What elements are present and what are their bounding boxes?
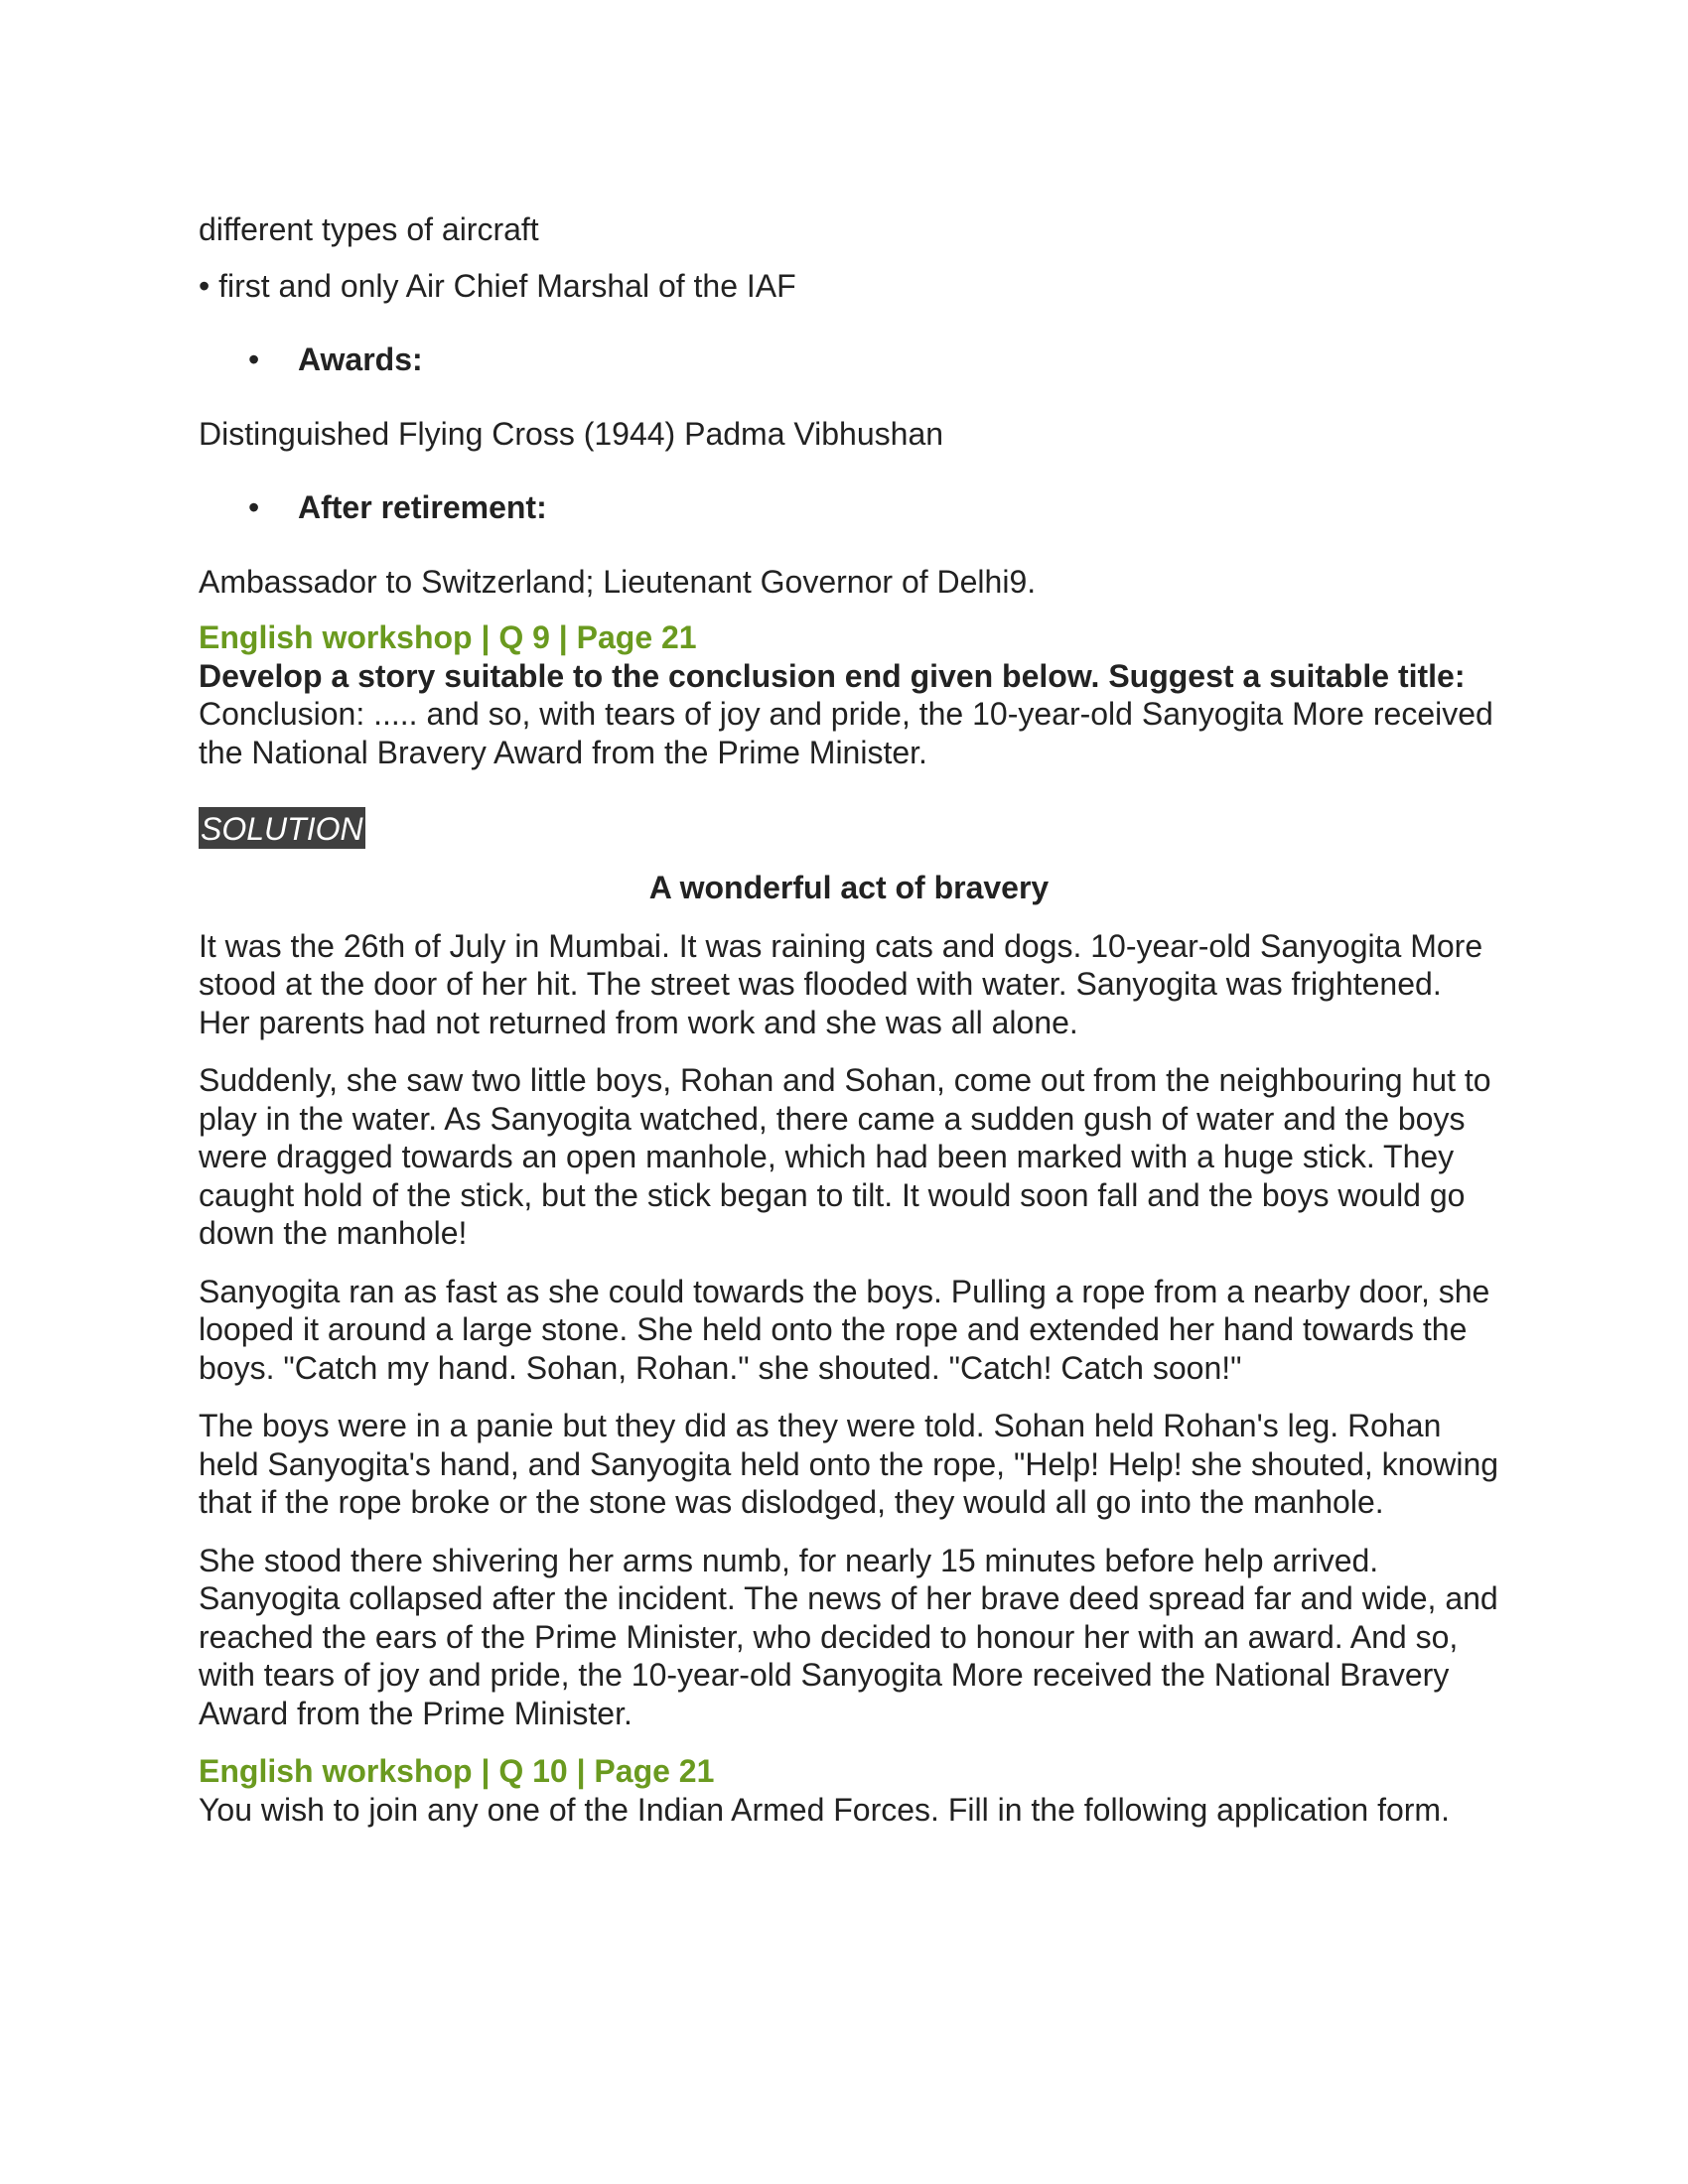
bullet-icon: •: [248, 489, 260, 525]
bullet-icon: •: [248, 341, 260, 377]
after-retirement-heading: After retirement:: [298, 489, 547, 525]
awards-heading: Awards:: [298, 341, 423, 377]
story-paragraph: The boys were in a panie but they did as they were told. Sohan held Rohan's leg. Rohan held Sanyogita's hand, and Sanyogita held onto the rope, "Help! Help! she shouted, knowing that if the rope broke or the stone was dislodged, they would all go into the manhole.: [199, 1408, 1499, 1520]
question-10-prompt: You wish to join any one of the Indian Armed Forces. Fill in the following application form.: [199, 1791, 1450, 1828]
question-9-conclusion: Conclusion: ..... and so, with tears of joy and pride, the 10-year-old Sanyogita More received the National Bravery Award from the Prime Minister.: [199, 696, 1493, 770]
question-9-heading: English workshop | Q 9 | Page 21: [199, 619, 697, 655]
awards-bullet-item: [199, 341, 1499, 379]
story-title: A wonderful act of bravery: [648, 870, 1050, 905]
story-paragraph: It was the 26th of July in Mumbai. It was raining cats and dogs. 10-year-old Sanyogita More stood at the door of her hit. The street was flooded with water. Sanyogita was frightened. Her parents had not returned from work and she was all alone.: [199, 927, 1483, 1040]
after-retirement-bullet-item: [199, 488, 1499, 527]
question-10-heading: English workshop | Q 10 | Page 21: [199, 1753, 715, 1789]
story-paragraph: She stood there shivering her arms numb, for nearly 15 minutes before help arrived. Sanyogita collapsed after the incident. The news of her brave deed spread far and wide, and reached the ears of the Prime Minister, who decided to honour her with an award. And so, with tears of joy and pride, the 10-year-old Sanyogita More received the National Bravery Award from the Prime Minister.: [199, 1542, 1498, 1731]
after-retirement-text: Ambassador to Switzerland; Lieutenant Governor of Delhi9.: [199, 563, 1037, 600]
story-paragraph: Suddenly, she saw two little boys, Rohan and Sohan, come out from the neighbouring hut to play in the water. As Sanyogita watched, there came a sudden gush of water and the boys were dragged towards an open manhole, which had been marked with a huge stick. They caught hold of the stick, but the stick began to tilt. It would soon fall and the boys would go down the manhole!: [199, 1062, 1491, 1251]
solution-label: SOLUTION: [199, 807, 365, 849]
text-line: different types of aircraft: [199, 211, 539, 247]
awards-text: Distinguished Flying Cross (1944) Padma Vibhushan: [199, 415, 944, 452]
question-9-prompt: Develop a story suitable to the conclusion end given below. Suggest a suitable title:: [199, 657, 1466, 694]
story-paragraph: Sanyogita ran as fast as she could towards the boys. Pulling a rope from a nearby door, she looped it around a large stone. She held onto the rope and extended her hand towards the boys. "Catch my hand. Sohan, Rohan." she shouted. "Catch! Catch soon!": [199, 1273, 1490, 1386]
solution-row: [199, 807, 1499, 849]
text-line: • first and only Air Chief Marshal of the IAF: [199, 267, 796, 304]
document-page: [199, 210, 1499, 1829]
